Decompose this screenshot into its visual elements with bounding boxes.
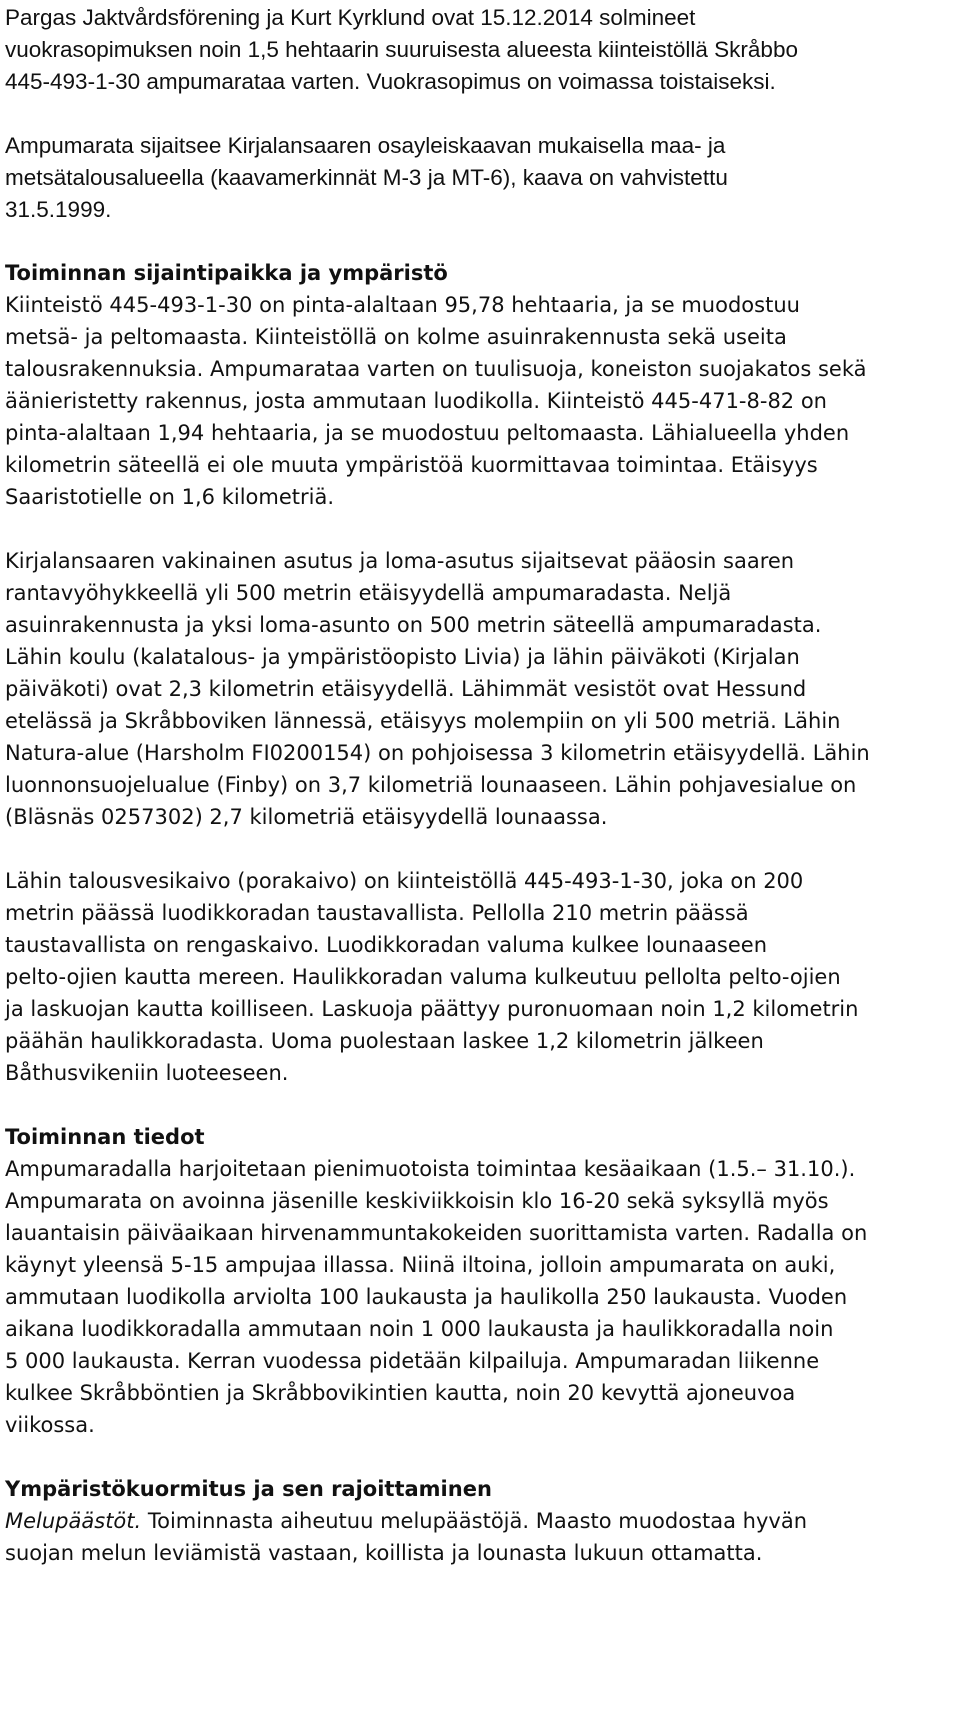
residence-line: luonnonsuojelualue (Finby) on 3,7 kilometriä lounaaseen. Lähin pohjavesialue on <box>5 773 857 797</box>
location-line: Kiinteistö 445-493-1-30 on pinta-alaltaan 95,78 hehtaaria, ja se muodostuu <box>5 293 800 317</box>
residence-line: päiväkoti) ovat 2,3 kilometrin etäisyydellä. Lähimmät vesistöt ovat Hessund <box>5 677 807 701</box>
residence-line: etelässä ja Skråbboviken lännessä, etäisyys molempiin on yli 500 metriä. Lähin <box>5 709 841 733</box>
intro-line: 445-493-1-30 ampumarataa varten. Vuokrasopimus on voimassa toistaiseksi. <box>5 69 776 94</box>
noise-emissions-label: Melupäästöt. <box>5 1509 142 1533</box>
intro-line: vuokrasopimuksen noin 1,5 hehtaarin suuruisesta alueesta kiinteistöllä Skråbbo <box>5 37 798 62</box>
operations-line: Ampumarata on avoinna jäsenille keskiviikkoisin klo 16-20 sekä syksyllä myös <box>5 1189 829 1213</box>
operations-line: aikana luodikkoradalla ammutaan noin 1 000 laukausta ja haulikkoradalla noin <box>5 1317 834 1341</box>
residence-line: asuinrakennusta ja yksi loma-asunto on 500 metrin säteellä ampumaradasta. <box>5 613 822 637</box>
water-line: taustavallista on rengaskaivo. Luodikkoradan valuma kulkee lounaaseen <box>5 933 768 957</box>
zoning-line: 31.5.1999. <box>5 197 112 222</box>
operations-line: ammutaan luodikolla arviolta 100 laukausta ja haulikolla 250 laukausta. Vuoden <box>5 1285 848 1309</box>
location-line: metsä- ja peltomaasta. Kiinteistöllä on kolme asuinrakennusta sekä useita <box>5 325 787 349</box>
residence-line: Natura-alue (Harsholm FI0200154) on pohjoisessa 3 kilometrin etäisyydellä. Lähin <box>5 741 870 765</box>
water-line: Båthusvikeniin luoteeseen. <box>5 1061 289 1085</box>
location-line: Saaristotielle on 1,6 kilometriä. <box>5 485 335 509</box>
location-line: kilometrin säteellä ei ole muuta ympäristöä kuormittavaa toimintaa. Etäisyys <box>5 453 818 477</box>
operations-line: 5 000 laukausta. Kerran vuodessa pidetään kilpailuja. Ampumaradan liikenne <box>5 1349 820 1373</box>
location-line: pinta-alaltaan 1,94 hehtaaria, ja se muodostuu peltomaasta. Lähialueella yhden <box>5 421 850 445</box>
location-line: äänieristetty rakennus, josta ammutaan luodikolla. Kiinteistö 445-471-8-82 on <box>5 389 827 413</box>
operations-line: Ampumaradalla harjoitetaan pienimuotoista toimintaa kesäaikaan (1.5.– 31.10.). <box>5 1157 856 1181</box>
section-heading-operations: Toiminnan tiedot <box>5 1125 205 1149</box>
residence-line: rantavyöhykkeellä yli 500 metrin etäisyydellä ampumaradasta. Neljä <box>5 581 732 605</box>
section-heading-location: Toiminnan sijaintipaikka ja ympäristö <box>5 261 448 285</box>
intro-line: Pargas Jaktvårdsförening ja Kurt Kyrklund ovat 15.12.2014 solmineet <box>5 5 696 30</box>
emissions-text: Toiminnasta aiheutuu melupäästöjä. Maasto muodostaa hyvän <box>141 1509 808 1533</box>
water-line: metrin päässä luodikkoradan taustavallista. Pellolla 210 metrin päässä <box>5 901 749 925</box>
operations-line: kulkee Skråbböntien ja Skråbbovikintien kautta, noin 20 kevyttä ajoneuvoa <box>5 1381 796 1405</box>
emissions-line <box>5 1506 807 1537</box>
zoning-line: Ampumarata sijaitsee Kirjalansaaren osayleiskaavan mukaisella maa- ja <box>5 133 726 158</box>
section-heading-emissions: Ympäristökuormitus ja sen rajoittaminen <box>5 1477 492 1501</box>
emissions-line: suojan melun leviämistä vastaan, koillista ja lounasta lukuun ottamatta. <box>5 1541 763 1565</box>
residence-line: Lähin koulu (kalatalous- ja ympäristöopisto Livia) ja lähin päiväkoti (Kirjalan <box>5 645 800 669</box>
operations-line: lauantaisin päiväaikaan hirvenammuntakokeiden suorittamista varten. Radalla on <box>5 1221 868 1245</box>
water-line: päähän haulikkoradasta. Uoma puolestaan laskee 1,2 kilometrin jälkeen <box>5 1029 764 1053</box>
water-line: pelto-ojien kautta mereen. Haulikkoradan valuma kulkeutuu pellolta pelto-ojien <box>5 965 841 989</box>
location-line: talousrakennuksia. Ampumarataa varten on tuulisuoja, koneiston suojakatos sekä <box>5 357 867 381</box>
residence-line: (Bläsnäs 0257302) 2,7 kilometriä etäisyydellä lounaassa. <box>5 805 608 829</box>
operations-line: käynyt yleensä 5-15 ampujaa illassa. Niinä iltoina, jolloin ampumarata on auki, <box>5 1253 836 1277</box>
water-line: ja laskuojan kautta koilliseen. Laskuoja päättyy puronuomaan noin 1,2 kilometrin <box>5 997 859 1021</box>
zoning-line: metsätalousalueella (kaavamerkinnät M-3 ja MT-6), kaava on vahvistettu <box>5 165 728 190</box>
operations-line: viikossa. <box>5 1413 95 1437</box>
residence-line: Kirjalansaaren vakinainen asutus ja loma-asutus sijaitsevat pääosin saaren <box>5 549 795 573</box>
water-line: Lähin talousvesikaivo (porakaivo) on kiinteistöllä 445-493-1-30, joka on 200 <box>5 869 804 893</box>
